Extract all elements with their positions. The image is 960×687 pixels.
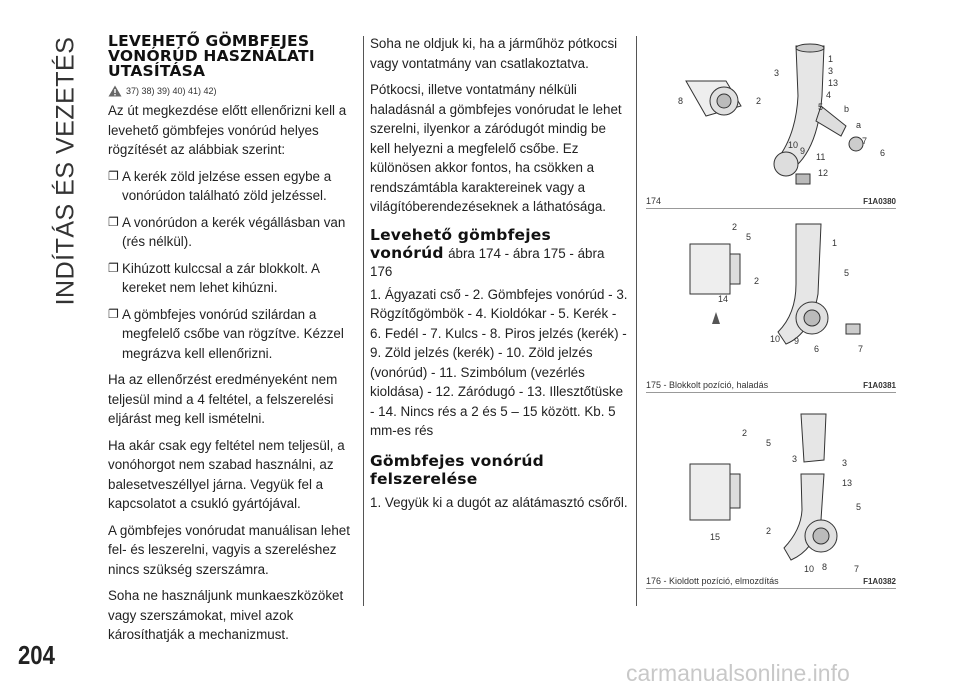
list-item: ❐ A vonórúdon a kerék végállásban van (rés nélkül).	[108, 213, 358, 252]
paragraph: 1. Vegyük ki a dugót az alátámasztó csőről.	[370, 494, 628, 510]
subheading: Gömbfejes vonórúd felszerelése	[370, 451, 544, 488]
callout-label: 10	[770, 334, 781, 344]
column-divider	[636, 36, 637, 606]
column-divider	[363, 36, 364, 606]
intro-paragraph: Az út megkezdése előtt ellenőrizni kell a levehető gömbfejes vonórúd helyes rögzítését az alábbiak szerint:	[108, 103, 347, 157]
checkbox-bullet-icon: ❐	[108, 306, 119, 321]
figure-176	[646, 400, 896, 589]
page-number: 204	[18, 640, 55, 670]
callout-label: 1	[828, 54, 834, 64]
callout-label: 2	[742, 428, 748, 438]
callout-label: 7	[858, 344, 864, 354]
callout-label: 1	[832, 238, 838, 248]
refs-text: 37) 38) 39) 40) 41) 42)	[126, 86, 217, 96]
callout-label: 9	[794, 336, 800, 346]
figure-174	[646, 36, 896, 209]
callout-label: 10	[804, 564, 815, 574]
warning-references	[108, 85, 358, 97]
subheading: Levehető gömbfejes vonórúd	[370, 225, 551, 262]
paragraph: Soha ne oldjuk ki, ha a járműhöz pótkocsi vagy vontatmány van csatlakoztatva.	[370, 36, 618, 71]
checkbox-bullet-icon: ❐	[108, 260, 119, 275]
callout-label: 6	[880, 148, 886, 158]
figure-175	[646, 214, 896, 393]
subheading-block	[370, 453, 628, 489]
warning-triangle-icon	[108, 85, 122, 97]
section-side-title: INDÍTÁS ÉS VEZETÉS	[51, 36, 80, 306]
callout-label: 13	[828, 78, 839, 88]
callout-label: 14	[718, 294, 729, 304]
subheading-block	[370, 227, 628, 281]
paragraph: Ha az ellenőrzést eredményeként nem teljesül mind a 4 feltétel, a felszerelési eljárást meg kell ismételni.	[108, 372, 338, 426]
callout-label: 6	[814, 344, 820, 354]
callout-label: 7	[854, 564, 860, 574]
paragraph: Soha ne használjunk munkaeszközöket vagy szerszámokat, mivel azok károsíthatják a mechanizmust.	[108, 588, 344, 642]
callout-label: 5	[746, 232, 752, 242]
callout-label: 8	[678, 96, 684, 106]
figure-reference: ábra 174 - ábra 175 - ábra 176	[370, 245, 605, 279]
callout-label: 2	[766, 526, 772, 536]
callout-label: 8	[822, 562, 828, 572]
callout-label: 12	[818, 168, 829, 178]
callout-label: 10	[788, 140, 799, 150]
column-2	[370, 34, 628, 519]
callout-label: 2	[732, 222, 738, 232]
towbar-illustration	[646, 36, 896, 196]
callout-label: 5	[818, 102, 824, 112]
checkbox-bullet-icon: ❐	[108, 168, 119, 183]
callout-label: 4	[826, 90, 832, 100]
callout-label: 5	[766, 438, 772, 448]
figure-caption: 174 F1A0380	[646, 196, 896, 209]
callout-label: a	[856, 120, 862, 130]
figure-caption: 176 - Kioldott pozíció, elmozdítás F1A0382	[646, 576, 896, 589]
callout-label: 5	[856, 502, 862, 512]
callout-label: 2	[756, 96, 762, 106]
legend-paragraph: 1. Ágyazati cső - 2. Gömbfejes vonórúd - 3. Rögzítőgömbök - 4. Kioldókar - 5. Kerék - 6. Fedél - 7. Kulcs - 8. Piros jelzés (kerék) - 9. Zöld jelzés (kerék) - 10. Zöld jelzés (vonórúd) - 11. Szimbólum (vezérlés kioldása) - 12. Záródugó - 13. Illesztőtüske - 14. Nincs rés a 2 és 5 – 15 között. Kb. 5 mm-es rés	[370, 286, 628, 438]
paragraph: Ha akár csak egy feltétel nem teljesül, a vonóhorgot nem szabad használni, az balesetveszéllyel járna. Vegyük fel a kapcsolatot a csukló gyártójával.	[108, 437, 345, 511]
callout-label: 15	[710, 532, 721, 542]
towbar-released-illustration	[646, 400, 896, 576]
callout-label: 9	[800, 146, 806, 156]
callout-label: 3	[792, 454, 798, 464]
callout-label: 11	[816, 152, 826, 162]
callout-label: 2	[754, 276, 760, 286]
callout-label: 13	[842, 478, 853, 488]
column-1	[108, 34, 358, 652]
callout-label: 3	[774, 68, 780, 78]
section-heading: LEVEHETŐ GÖMBFEJES VONÓRÚD HASZNÁLATI UTASÍTÁSA	[108, 32, 315, 80]
list-item: ❐ A gömbfejes vonórúd szilárdan a megfelelő csőbe van rögzítve. Kézzel megrázva kell ellenőrizni.	[108, 305, 358, 364]
list-item: ❐ Kihúzott kulccsal a zár blokkolt. A kereket nem lehet kihúzni.	[108, 259, 358, 298]
callout-label: b	[844, 104, 850, 114]
callout-label: 3	[828, 66, 834, 76]
callout-label: 3	[842, 458, 848, 468]
checkbox-bullet-icon: ❐	[108, 214, 119, 229]
list-item: ❐ A kerék zöld jelzése essen egybe a vonórúdon található zöld jelzéssel.	[108, 167, 358, 206]
site-watermark: carmanualsonline.info	[626, 660, 850, 686]
paragraph: A gömbfejes vonórudat manuálisan lehet fel- és leszerelni, vagyis a szereléshez nincs szükség szerszámra.	[108, 522, 350, 577]
callout-label: 5	[844, 268, 850, 278]
towbar-locked-illustration	[646, 214, 896, 380]
figure-caption: 175 - Blokkolt pozíció, haladás F1A0381	[646, 380, 896, 393]
paragraph: Pótkocsi, illetve vontatmány nélküli haladásnál a gömbfejes vonórudat le lehet szerelni, ilyenkor a záródugót mindig be kell helyezni a megfelelő csőbe. Ez különösen akkor fontos, ha csökken a rendszámtábla karaktereinek vagy a világítóberendezéseknek a láthatósága.	[370, 82, 622, 214]
callout-label: 7	[862, 136, 868, 146]
